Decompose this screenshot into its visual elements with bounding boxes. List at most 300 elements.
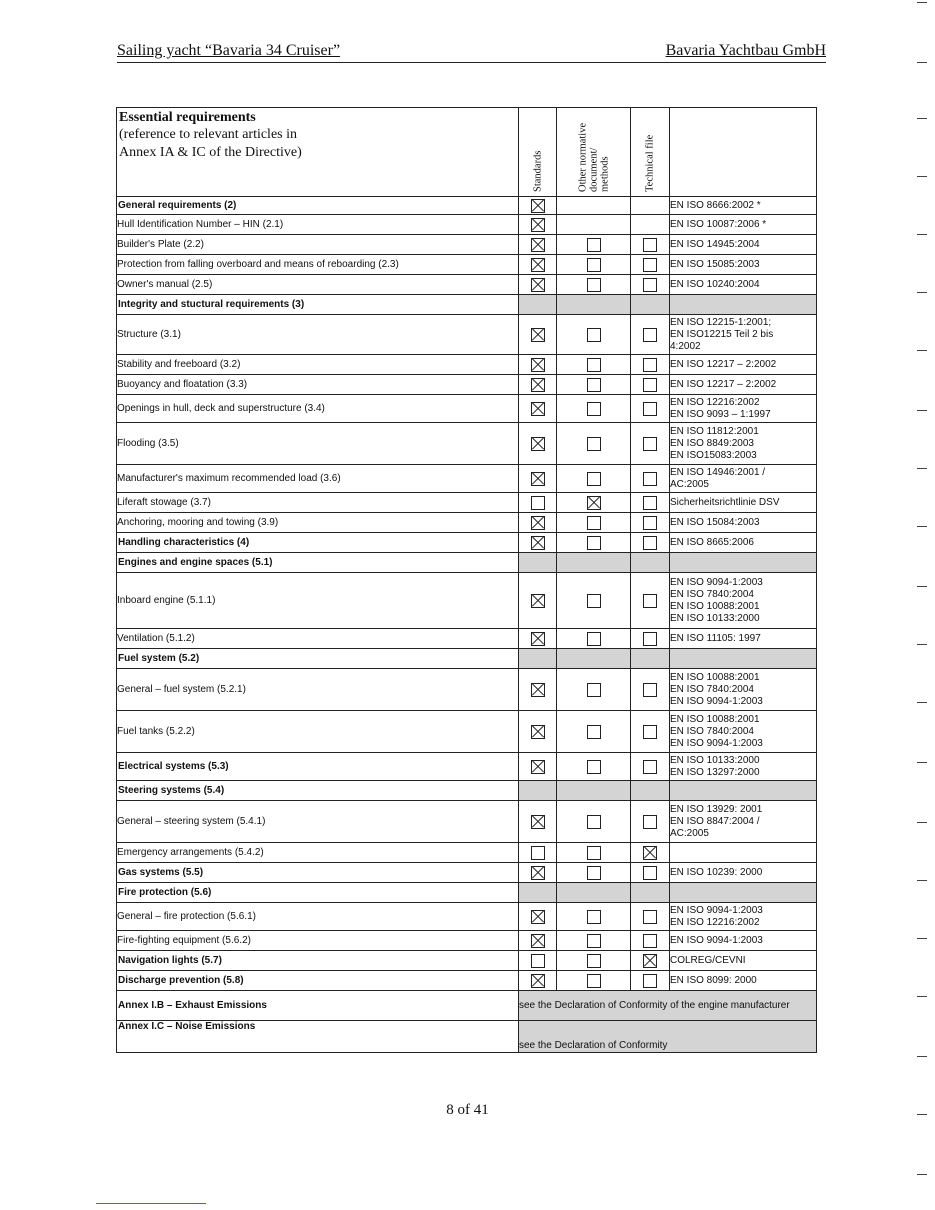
standards-cell [519, 255, 557, 275]
technical-file-cell [631, 883, 670, 903]
other-normative-cell [557, 493, 631, 513]
table-row [117, 573, 817, 629]
requirements-subtitle-2: Annex IA & IC of the Directive) [119, 145, 302, 160]
reference-line: EN ISO 10088:2001 [670, 713, 760, 725]
standards-cell [519, 629, 557, 649]
reference-line: EN ISO 15085:2003 [670, 258, 760, 270]
standards-cell [519, 573, 557, 629]
standards-cell [519, 801, 557, 843]
technical-file-cell [631, 513, 670, 533]
table-row [117, 255, 817, 275]
reference-standard [670, 711, 817, 753]
other-normative-cell [557, 295, 631, 315]
requirement-label: Openings in hull, deck and superstructure (3.4) [117, 395, 519, 423]
unchecked-box-icon [643, 402, 657, 416]
standards-cell [519, 315, 557, 355]
requirements-table [116, 107, 817, 1053]
requirement-label: Ventilation (5.1.2) [117, 629, 519, 649]
technical-file-cell [631, 423, 670, 465]
requirement-label: Stability and freeboard (3.2) [117, 355, 519, 375]
other-normative-cell [557, 649, 631, 669]
reference-line: EN ISO 10088:2001 [670, 600, 760, 612]
other-normative-cell [557, 711, 631, 753]
checked-box-icon [531, 910, 545, 924]
reference-standard [670, 951, 817, 971]
other-normative-cell [557, 255, 631, 275]
technical-file-cell [631, 275, 670, 295]
unchecked-box-icon [643, 866, 657, 880]
unchecked-box-icon [587, 815, 601, 829]
technical-file-cell [631, 843, 670, 863]
reference-line: EN ISO 9094-1:2003 [670, 695, 763, 707]
reference-standard [670, 843, 817, 863]
page-number: 8 of 41 [446, 1102, 489, 1118]
reference-line: EN ISO 14945:2004 [670, 238, 760, 250]
checked-box-icon [643, 954, 657, 968]
table-row [117, 883, 817, 903]
other-normative-cell [557, 465, 631, 493]
technical-file-cell [631, 971, 670, 991]
table-row [117, 863, 817, 883]
checked-box-icon [531, 437, 545, 451]
table-row [117, 971, 817, 991]
technical-file-cell [631, 903, 670, 931]
technical-file-cell [631, 711, 670, 753]
column-standards-label: Standards [532, 150, 543, 192]
page-header [117, 42, 826, 63]
unchecked-box-icon [643, 815, 657, 829]
requirement-label: General – fuel system (5.2.1) [117, 669, 519, 711]
section-label: Fire protection (5.6) [117, 883, 519, 903]
checked-box-icon [531, 536, 545, 550]
reference-line: AC:2005 [670, 827, 709, 839]
other-normative-cell [557, 197, 631, 215]
table-row [117, 629, 817, 649]
reference-line: EN ISO 14946:2001 / [670, 466, 766, 478]
section-label: Fuel system (5.2) [117, 649, 519, 669]
unchecked-box-icon [587, 437, 601, 451]
other-normative-cell [557, 275, 631, 295]
requirement-label: Protection from falling overboard and means of reboarding (2.3) [117, 255, 519, 275]
reference-line: EN ISO 10239: 2000 [670, 866, 763, 878]
unchecked-box-icon [587, 536, 601, 550]
standards-cell [519, 465, 557, 493]
checked-box-icon [531, 632, 545, 646]
other-normative-cell [557, 863, 631, 883]
unchecked-box-icon [643, 725, 657, 739]
unchecked-box-icon [587, 328, 601, 342]
table-row [117, 295, 817, 315]
annex-note: see the Declaration of Conformity [519, 1021, 817, 1053]
reference-standard [670, 863, 817, 883]
header-yacht-name: Sailing yacht “Bavaria 34 Cruiser” [117, 42, 341, 59]
standards-cell [519, 863, 557, 883]
other-normative-cell [557, 235, 631, 255]
technical-file-cell [631, 781, 670, 801]
reference-line: EN ISO 8099: 2000 [670, 974, 757, 986]
technical-file-cell [631, 649, 670, 669]
unchecked-box-icon [587, 866, 601, 880]
other-normative-cell [557, 553, 631, 573]
unchecked-box-icon [643, 594, 657, 608]
reference-standard [670, 971, 817, 991]
technical-file-cell [631, 801, 670, 843]
unchecked-box-icon [587, 683, 601, 697]
table-row [117, 315, 817, 355]
table-row [117, 553, 817, 573]
requirement-label: Hull Identification Number – HIN (2.1) [117, 215, 519, 235]
standards-cell [519, 649, 557, 669]
other-normative-cell [557, 215, 631, 235]
unchecked-box-icon [643, 358, 657, 372]
reference-standard [670, 235, 817, 255]
technical-file-cell [631, 669, 670, 711]
technical-file-cell [631, 235, 670, 255]
unchecked-box-icon [643, 238, 657, 252]
technical-file-cell [631, 931, 670, 951]
section-label: Navigation lights (5.7) [117, 951, 519, 971]
unchecked-box-icon [643, 760, 657, 774]
reference-line: EN ISO 7840:2004 [670, 725, 754, 737]
reference-line: 4:2002 [670, 340, 701, 352]
reference-line: EN ISO 9094-1:2003 [670, 904, 763, 916]
reference-line: EN ISO 12217 – 2:2002 [670, 358, 777, 370]
other-normative-cell [557, 375, 631, 395]
standards-cell [519, 553, 557, 573]
table-row [117, 781, 817, 801]
standards-cell [519, 533, 557, 553]
reference-line: EN ISO 12216:2002 [670, 396, 760, 408]
requirements-body [117, 197, 817, 1053]
unchecked-box-icon [643, 632, 657, 646]
standards-cell [519, 423, 557, 465]
unchecked-box-icon [587, 974, 601, 988]
standards-cell [519, 375, 557, 395]
unchecked-box-icon [587, 725, 601, 739]
reference-standard [670, 781, 817, 801]
requirement-label: Owner's manual (2.5) [117, 275, 519, 295]
table-header-row [117, 108, 817, 197]
reference-standard [670, 465, 817, 493]
unchecked-box-icon [587, 238, 601, 252]
reference-line: EN ISO 12215-1:2001; [670, 316, 772, 328]
section-label: General requirements (2) [117, 197, 519, 215]
reference-standard [670, 883, 817, 903]
requirements-title-cell [117, 108, 519, 197]
standards-cell [519, 513, 557, 533]
unchecked-box-icon [587, 278, 601, 292]
reference-line: EN ISO 10087:2006 * [670, 218, 767, 230]
technical-file-cell [631, 215, 670, 235]
unchecked-box-icon [643, 516, 657, 530]
reference-standard [670, 355, 817, 375]
other-normative-cell [557, 971, 631, 991]
checked-box-icon [531, 866, 545, 880]
reference-standard [670, 275, 817, 295]
unchecked-box-icon [587, 378, 601, 392]
requirement-label: Anchoring, mooring and towing (3.9) [117, 513, 519, 533]
other-normative-cell [557, 951, 631, 971]
unchecked-box-icon [643, 278, 657, 292]
unchecked-box-icon [643, 536, 657, 550]
table-row [117, 235, 817, 255]
unchecked-box-icon [587, 934, 601, 948]
standards-cell [519, 395, 557, 423]
standards-cell [519, 215, 557, 235]
table-row [117, 533, 817, 553]
reference-line: EN ISO 13297:2000 [670, 766, 760, 778]
requirements-title: Essential requirements [119, 110, 256, 125]
requirement-label: Structure (3.1) [117, 315, 519, 355]
column-header-other [557, 108, 631, 197]
standards-cell [519, 931, 557, 951]
standards-cell [519, 295, 557, 315]
technical-file-cell [631, 863, 670, 883]
standards-cell [519, 275, 557, 295]
requirement-label: Builder's Plate (2.2) [117, 235, 519, 255]
standards-cell [519, 903, 557, 931]
checked-box-icon [531, 238, 545, 252]
table-row [117, 423, 817, 465]
reference-line: EN ISO 8849:2003 [670, 437, 754, 449]
unchecked-box-icon [531, 954, 545, 968]
table-row [117, 355, 817, 375]
table-row [117, 649, 817, 669]
unchecked-box-icon [587, 760, 601, 774]
unchecked-box-icon [587, 954, 601, 968]
reference-line: EN ISO 7840:2004 [670, 683, 754, 695]
requirement-label: General – fire protection (5.6.1) [117, 903, 519, 931]
checked-box-icon [531, 278, 545, 292]
reference-line: Sicherheitsrichtlinie DSV [670, 496, 780, 508]
annex-row [117, 1021, 817, 1053]
technical-file-cell [631, 375, 670, 395]
technical-file-cell [631, 573, 670, 629]
annex-note: see the Declaration of Conformity of the engine manufacturer [519, 991, 817, 1021]
table-row [117, 197, 817, 215]
reference-line: EN ISO 12216:2002 [670, 916, 760, 928]
requirement-label: Inboard engine (5.1.1) [117, 573, 519, 629]
reference-line: EN ISO 15084:2003 [670, 516, 760, 528]
reference-standard [670, 513, 817, 533]
standards-cell [519, 669, 557, 711]
reference-line: EN ISO 7840:2004 [670, 588, 754, 600]
other-normative-cell [557, 355, 631, 375]
table-row [117, 801, 817, 843]
requirement-label: Liferaft stowage (3.7) [117, 493, 519, 513]
checked-box-icon [531, 815, 545, 829]
reference-standard [670, 395, 817, 423]
table-row [117, 711, 817, 753]
standards-cell [519, 753, 557, 781]
checked-box-icon [531, 934, 545, 948]
requirements-subtitle-1: (reference to relevant articles in [119, 127, 298, 142]
checked-box-icon [643, 846, 657, 860]
technical-file-cell [631, 255, 670, 275]
reference-line: EN ISO 10133:2000 [670, 612, 760, 624]
other-normative-cell [557, 629, 631, 649]
requirement-label: Flooding (3.5) [117, 423, 519, 465]
standards-cell [519, 711, 557, 753]
table-row [117, 395, 817, 423]
reference-line: EN ISO 12217 – 2:2002 [670, 378, 777, 390]
unchecked-box-icon [643, 974, 657, 988]
standards-cell [519, 355, 557, 375]
checked-box-icon [531, 328, 545, 342]
checked-box-icon [531, 378, 545, 392]
reference-line: COLREG/CEVNI [670, 954, 746, 966]
reference-line: EN ISO 10133:2000 [670, 754, 760, 766]
section-label: Integrity and stuctural requirements (3) [117, 295, 519, 315]
section-label: Engines and engine spaces (5.1) [117, 553, 519, 573]
technical-file-cell [631, 395, 670, 423]
technical-file-cell [631, 315, 670, 355]
reference-standard [670, 533, 817, 553]
unchecked-box-icon [643, 910, 657, 924]
table-row [117, 951, 817, 971]
unchecked-box-icon [587, 358, 601, 372]
annex-row [117, 991, 817, 1021]
other-normative-cell [557, 843, 631, 863]
checked-box-icon [587, 496, 601, 510]
unchecked-box-icon [531, 846, 545, 860]
standards-cell [519, 493, 557, 513]
checked-box-icon [531, 402, 545, 416]
technical-file-cell [631, 355, 670, 375]
table-row [117, 903, 817, 931]
annex-label: Annex I.B – Exhaust Emissions [117, 991, 519, 1021]
reference-line: EN ISO12215 Teil 2 bis [670, 328, 774, 340]
column-technical-label: Technical file [644, 134, 656, 192]
standards-cell [519, 951, 557, 971]
unchecked-box-icon [643, 683, 657, 697]
unchecked-box-icon [643, 472, 657, 486]
reference-standard [670, 669, 817, 711]
checked-box-icon [531, 199, 545, 213]
technical-file-cell [631, 753, 670, 781]
table-row [117, 931, 817, 951]
reference-line: EN ISO 11105: 1997 [670, 632, 761, 644]
checked-box-icon [531, 218, 545, 232]
column-header-technical [631, 108, 670, 197]
annex-label: Annex I.C – Noise Emissions [117, 1021, 519, 1053]
standards-cell [519, 781, 557, 801]
requirement-label: General – steering system (5.4.1) [117, 801, 519, 843]
table-row [117, 465, 817, 493]
section-label: Steering systems (5.4) [117, 781, 519, 801]
table-row [117, 753, 817, 781]
checked-box-icon [531, 472, 545, 486]
standards-cell [519, 197, 557, 215]
unchecked-box-icon [587, 516, 601, 530]
reference-standard [670, 295, 817, 315]
reference-standard [670, 649, 817, 669]
other-normative-cell [557, 903, 631, 931]
reference-standard [670, 423, 817, 465]
unchecked-box-icon [587, 632, 601, 646]
header-company: Bavaria Yachtbau GmbH [665, 42, 826, 59]
reference-standard [670, 493, 817, 513]
unchecked-box-icon [643, 437, 657, 451]
other-normative-cell [557, 753, 631, 781]
table-row [117, 669, 817, 711]
reference-standard [670, 903, 817, 931]
other-normative-cell [557, 801, 631, 843]
reference-line: EN ISO15083:2003 [670, 449, 757, 461]
reference-line: EN ISO 11812:2001 [670, 425, 759, 437]
unchecked-box-icon [587, 472, 601, 486]
table-row [117, 843, 817, 863]
standards-cell [519, 843, 557, 863]
technical-file-cell [631, 465, 670, 493]
other-normative-cell [557, 423, 631, 465]
reference-standard [670, 255, 817, 275]
reference-line: EN ISO 10240:2004 [670, 278, 760, 290]
reference-line: EN ISO 8847:2004 / [670, 815, 760, 827]
reference-standard [670, 753, 817, 781]
requirement-label: Buoyancy and floatation (3.3) [117, 375, 519, 395]
unchecked-box-icon [587, 846, 601, 860]
unchecked-box-icon [643, 496, 657, 510]
table-row [117, 275, 817, 295]
table-row [117, 513, 817, 533]
section-label: Gas systems (5.5) [117, 863, 519, 883]
standards-cell [519, 971, 557, 991]
reference-line: EN ISO 8666:2002 * [670, 199, 761, 211]
section-label: Electrical systems (5.3) [117, 753, 519, 781]
reference-standard [670, 801, 817, 843]
reference-line: EN ISO 9093 – 1:1997 [670, 408, 771, 420]
technical-file-cell [631, 533, 670, 553]
technical-file-cell [631, 629, 670, 649]
table-row [117, 215, 817, 235]
reference-line: EN ISO 9094-1:2003 [670, 737, 763, 749]
standards-cell [519, 883, 557, 903]
reference-line: AC:2005 [670, 478, 709, 490]
unchecked-box-icon [643, 378, 657, 392]
reference-standard [670, 573, 817, 629]
other-normative-cell [557, 513, 631, 533]
other-normative-cell [557, 931, 631, 951]
reference-standard [670, 215, 817, 235]
unchecked-box-icon [643, 258, 657, 272]
column-header-standards [519, 108, 557, 197]
other-normative-cell [557, 669, 631, 711]
reference-line: EN ISO 9094-1:2003 [670, 934, 763, 946]
checked-box-icon [531, 258, 545, 272]
requirement-label: Emergency arrangements (5.4.2) [117, 843, 519, 863]
table-row [117, 375, 817, 395]
unchecked-box-icon [531, 496, 545, 510]
other-normative-cell [557, 533, 631, 553]
reference-standard [670, 197, 817, 215]
column-header-reference [670, 108, 817, 197]
checked-box-icon [531, 725, 545, 739]
unchecked-box-icon [643, 934, 657, 948]
reference-standard [670, 375, 817, 395]
technical-file-cell [631, 553, 670, 573]
section-label: Handling characteristics (4) [117, 533, 519, 553]
requirement-label: Manufacturer's maximum recommended load (3.6) [117, 465, 519, 493]
technical-file-cell [631, 951, 670, 971]
reference-standard [670, 553, 817, 573]
reference-line: EN ISO 10088:2001 [670, 671, 760, 683]
footer-line [96, 1203, 206, 1204]
column-other-label: Other normative document/ methods [577, 122, 610, 192]
other-normative-cell [557, 395, 631, 423]
technical-file-cell [631, 197, 670, 215]
checked-box-icon [531, 974, 545, 988]
